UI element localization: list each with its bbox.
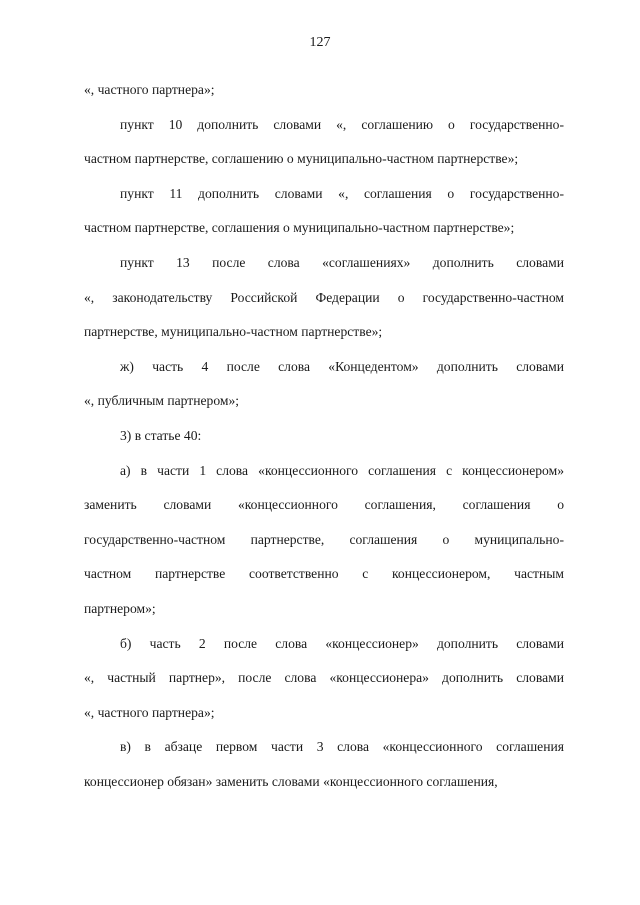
text-line: «, частного партнера»; bbox=[84, 704, 215, 720]
text-line: пункт 10 дополнить словами «, соглашению о государственно- bbox=[120, 116, 564, 132]
text-line: 3) в статье 40: bbox=[120, 427, 202, 443]
paragraph bbox=[84, 73, 564, 108]
text-line: концессионер обязан» заменить словами «концессионного соглашения, bbox=[84, 773, 498, 789]
text-line: «, частного партнера»; bbox=[84, 82, 215, 97]
text-line: «, законодательству Российской Федерации о государственно-частном bbox=[84, 289, 564, 305]
text-line: частном партнерстве, соглашению о муниципально-частном партнерстве»; bbox=[84, 151, 519, 167]
paragraph bbox=[84, 246, 564, 350]
text-line: а) в части 1 слова «концессионного соглашения с концессионером» bbox=[120, 462, 564, 478]
document-body bbox=[84, 73, 564, 799]
text-line: «, публичным партнером»; bbox=[84, 393, 240, 409]
text-line: государственно-частном партнерстве, соглашения о муниципально- bbox=[84, 531, 564, 547]
text-line: б) часть 2 после слова «концессионер» дополнить словами bbox=[120, 635, 564, 651]
paragraph bbox=[84, 627, 564, 731]
text-line: ж) часть 4 после слова «Концедентом» дополнить словами bbox=[120, 358, 564, 374]
paragraph bbox=[84, 177, 564, 246]
text-line: партнерстве, муниципально-частном партнерстве»; bbox=[84, 324, 383, 340]
text-line: заменить словами «концессионного соглашения, соглашения о bbox=[84, 497, 564, 513]
page-number: 127 bbox=[309, 35, 331, 50]
paragraph bbox=[84, 108, 564, 177]
paragraph bbox=[84, 419, 564, 454]
text-line: частном партнерстве, соглашения о муниципально-частном партнерстве»; bbox=[84, 220, 515, 236]
text-line: «, частный партнер», после слова «концессионера» дополнить словами bbox=[84, 670, 564, 686]
paragraph bbox=[84, 454, 564, 627]
paragraph bbox=[84, 350, 564, 419]
text-line: пункт 11 дополнить словами «, соглашения о государственно- bbox=[120, 185, 564, 201]
text-line: в) в абзаце первом части 3 слова «концессионного соглашения bbox=[120, 739, 564, 755]
text-line: пункт 13 после слова «соглашениях» дополнить словами bbox=[120, 254, 564, 270]
text-line: партнером»; bbox=[84, 600, 156, 616]
text-line: частном партнерстве соответственно с концессионером, частным bbox=[84, 566, 564, 582]
paragraph bbox=[84, 730, 564, 799]
